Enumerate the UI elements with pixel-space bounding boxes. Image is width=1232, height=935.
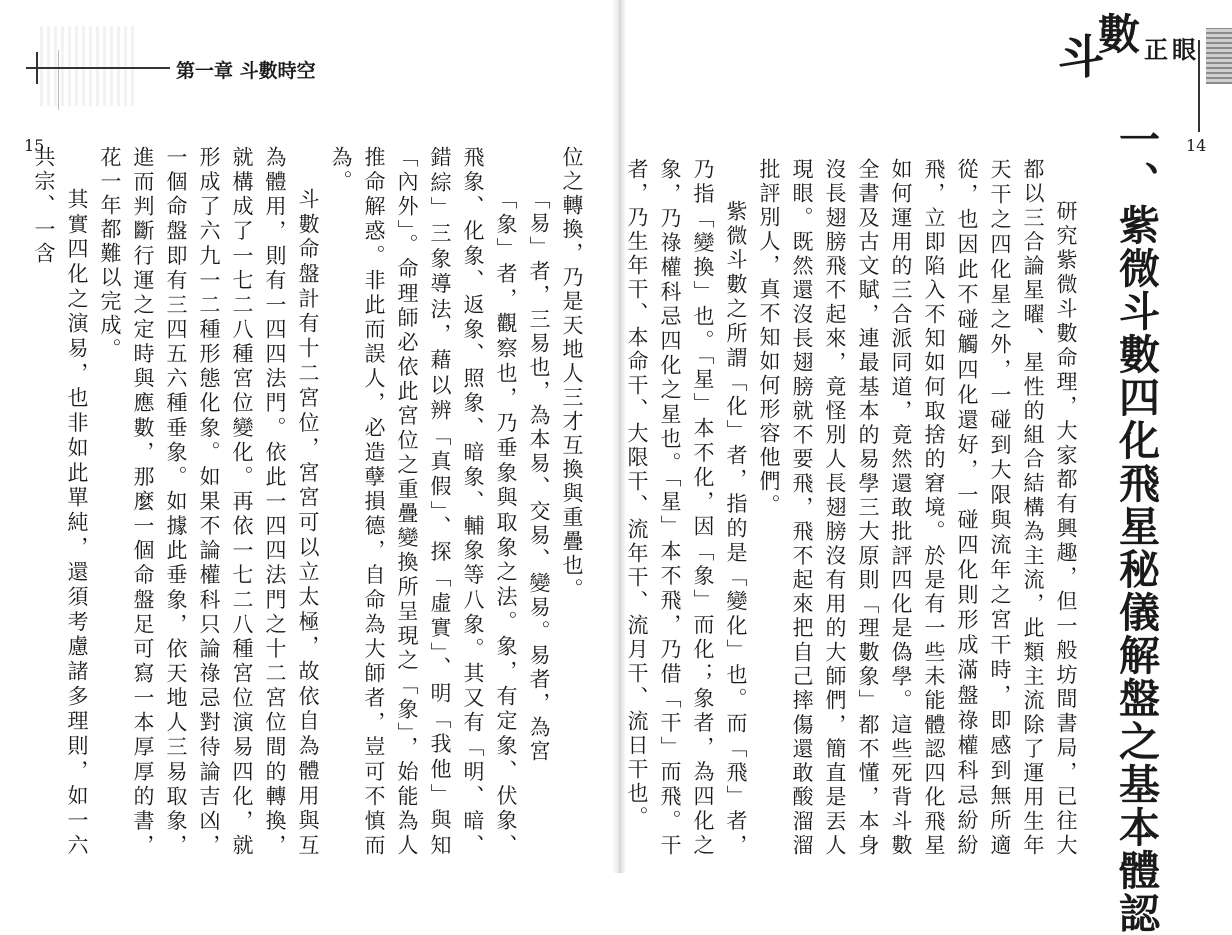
header-rule (32, 67, 170, 69)
paragraph: 位之轉換，乃是天地人三才互換與重疊也。 (560, 146, 584, 602)
book-logo (1058, 8, 1228, 104)
left-page-body (32, 146, 588, 858)
header-vertical-line (58, 50, 59, 110)
logo-char-dou: 斗 (1058, 30, 1104, 84)
logo-rule (1198, 40, 1200, 132)
right-page-body (625, 158, 1082, 858)
logo-char-zheng: 正 (1144, 36, 1168, 64)
paragraph: 研究紫微斗數命理，大家都有興趣，但一般坊間書局，已往大都以三合論星曜、星性的組合結構為主流，此類主流除了運用生年天干之四化星之外，一碰到大限與流年之宮干時，即感到無所適從，也因此不碰觸四化還好，一碰四化則形成滿盤祿權科忌紛紛飛，立即陷入不知如何取捨的窘境。於是有一些未能體認四化飛星如何運用的三合派同道，竟然還敢批評四化是偽學。這些死背斗數全書及古文賦，連最基本的易學三大原則「理數象」都不懂，本身沒長翅膀飛不起來，竟怪別人長翅膀沒有用的大師們，簡直是丟人現眼。既然還沒長翅膀就不要飛，飛不起來把自己摔傷還敢酸溜溜批評別人，真不知如何形容他們。 (757, 158, 1078, 858)
chapter-title: 第一章 斗數時空 (176, 60, 316, 82)
section-title: 一、紫微斗數四化飛星秘儀解盤之基本體認 (1112, 118, 1160, 935)
header-watermark (40, 26, 136, 106)
logo-char-shu: 數 (1098, 10, 1141, 59)
paragraph: 「易」者，三易也，為本易、交易、變易。易者，為宮 (527, 188, 551, 764)
logo-char-yan: 眼 (1172, 36, 1196, 64)
paragraph: 「象」者，觀察也，乃垂象與取象之法。象，有定象、伏象、飛象、化象、返象、照象、暗象、輔象等八象。其又有「明、暗、錯綜」三象導法，藉以辨「真假」、探「虛實」、明「我他」與知「內外」。命理師必依此宮位之重疊變換所呈現之「象」，始能為人推命解惑。非此而誤人，必造孽損德，自命為大師者，豈可不慎而為。 (329, 146, 518, 858)
paragraph: 其實四化之演易，也非如此單純，還須考慮諸多理則，如一六共宗、一含 (32, 146, 89, 858)
page-number-left: 15 (24, 136, 45, 155)
paragraph: 紫微斗數之所謂「化」者，指的是「變化」也。而「飛」者，乃指「變換」也。「星」本不化，因「象」而化；象者，為四化之象，乃祿權科忌四化之星也。「星」本不飛，乃借「干」而飛。干者，乃生年干、本命干、大限干、流年干、流月干、流日干也。 (625, 158, 748, 858)
logo-texture-bar (1206, 28, 1232, 84)
page-number-right: 14 (1186, 136, 1207, 155)
paragraph: 斗數命盤計有十二宮位，宮宮可以立太極，故依自為體用與互為體用，則有一四四法門。依此一四四法門之十二宮位間的轉換，就構成了一七二八種宮位變化。再依一七二八種宮位演易四化，就形成了六九一二種形態化象。如果不論權科只論祿忌對待論吉凶，一個命盤即有三四五六種垂象。如據此垂象，依天地人三易取象，進而判斷行運之定時與應數，那麼一個命盤足可寫一本厚厚的書，花一年都難以完成。 (98, 146, 320, 858)
